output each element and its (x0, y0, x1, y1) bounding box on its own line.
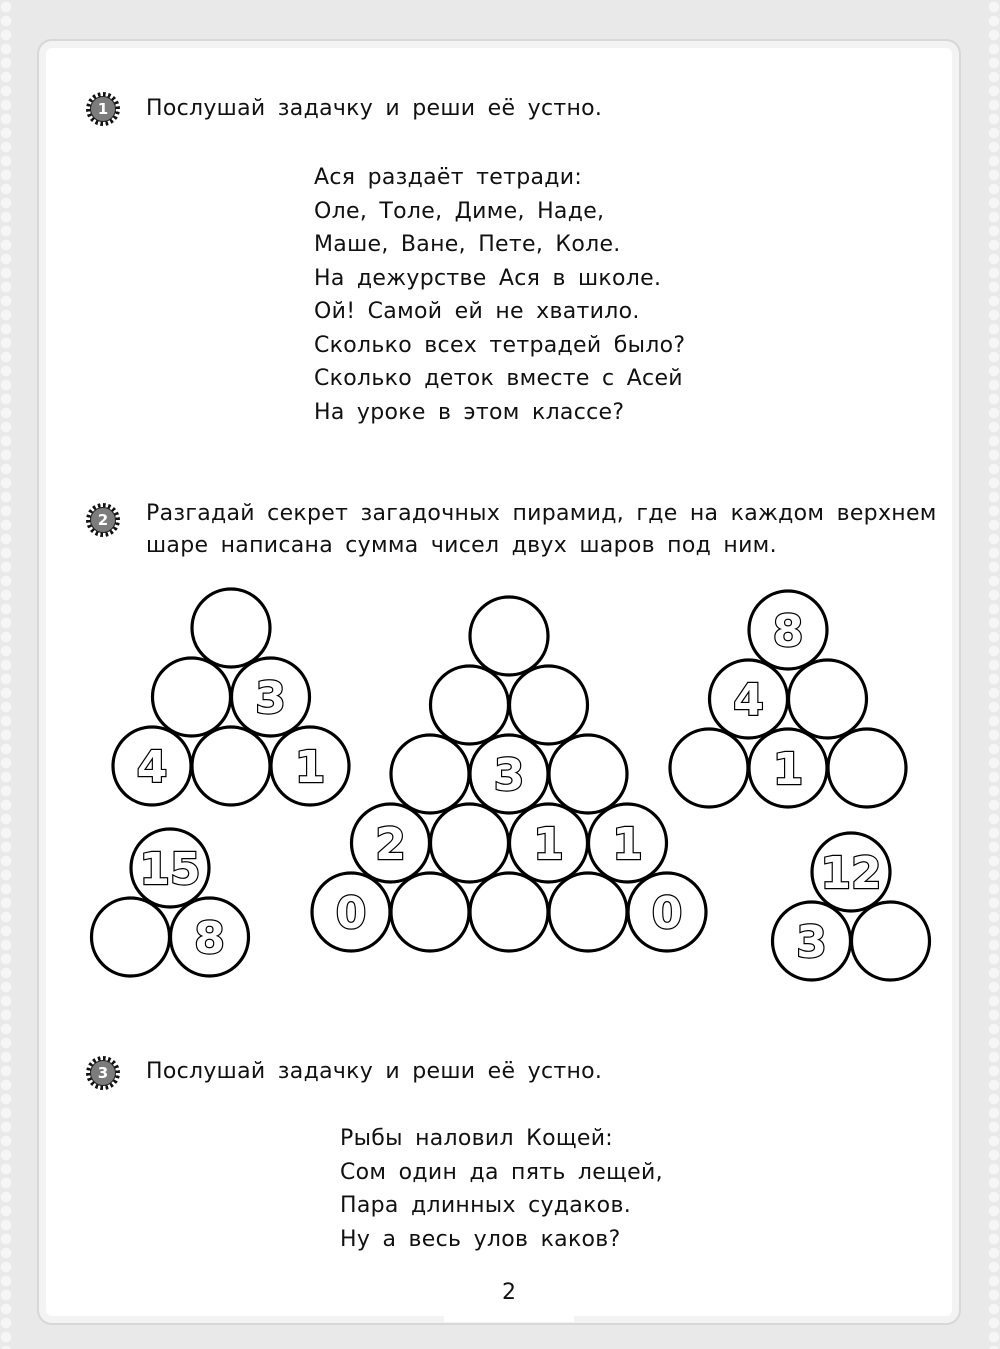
pyramid-ball-value: 3 (255, 673, 286, 724)
page-number: 2 (502, 1280, 516, 1305)
pyramid-ball-number (232, 658, 310, 736)
pyramid-ball-number (470, 735, 548, 813)
pyramid-ball (470, 597, 548, 675)
pyramid-ball-empty[interactable] (670, 729, 748, 807)
pyramid-ball (391, 873, 469, 951)
task-1-instruction: Послушай задачку и реши её устно. (146, 96, 603, 121)
task-3-poem (340, 1122, 663, 1256)
pyramid-ball (510, 666, 588, 744)
pyramid-ball-empty[interactable] (470, 873, 548, 951)
pyramid-ball-empty[interactable] (431, 666, 509, 744)
pyramid-ball-value: 1 (533, 819, 564, 870)
pyramid-ball-value: 4 (136, 742, 168, 793)
pyramid-ball-number (749, 591, 827, 669)
pyramid-ball-number (131, 829, 209, 907)
pyramid-ball-value: 2 (375, 819, 406, 870)
pyramid-ball-empty[interactable] (391, 873, 469, 951)
pyramid-3-rows-right (670, 591, 906, 807)
pyramid-ball-value: 8 (772, 606, 804, 657)
pyramid-ball-number (171, 898, 249, 976)
pyramid-ball (789, 660, 867, 738)
pyramid-ball-number (312, 873, 390, 951)
poem-line: Сколько всех тетрадей было? (314, 332, 686, 358)
task-2-instruction-line-2: шаре написана сумма чисел двух шаров под ним. (146, 533, 777, 558)
pyramid-ball (828, 729, 906, 807)
pyramid-ball-number (812, 833, 890, 911)
pyramid-ball-empty[interactable] (470, 597, 548, 675)
poem-line: На уроке в этом классе? (314, 399, 625, 425)
pyramid-ball-number (589, 804, 667, 882)
pyramid-ball-value: 4 (733, 675, 764, 726)
pyramid-ball (549, 873, 627, 951)
task-3-badge-icon (86, 1056, 120, 1090)
task-2-instruction-line-1: Разгадай секрет загадочных пирамид, где на каждом верхнем (146, 501, 937, 526)
pyramid-ball-value: 1 (612, 819, 643, 870)
pyramid-ball-empty[interactable] (549, 735, 627, 813)
pyramid-ball-number (271, 727, 349, 805)
pyramid-ball (852, 902, 930, 980)
pyramid-ball-number (749, 729, 827, 807)
pyramid-2-rows-right (773, 833, 930, 980)
pyramid-ball-number (510, 804, 588, 882)
pyramid-ball-empty[interactable] (510, 666, 588, 744)
pyramid-ball-empty[interactable] (549, 873, 627, 951)
pyramid-3-rows-left (113, 589, 349, 805)
task-3-number: 3 (90, 1060, 116, 1086)
poem-line: Оле, Толе, Диме, Наде, (314, 198, 605, 224)
pyramid-ball (153, 658, 231, 736)
pyramid-ball-empty[interactable] (828, 729, 906, 807)
task-2-number: 2 (90, 507, 116, 533)
pyramid-ball-empty[interactable] (431, 804, 509, 882)
poem-line: Сколько деток вместе с Асей (314, 366, 683, 391)
pyramid-ball-value: 1 (772, 744, 804, 795)
poem-line: Ой! Самой ей не хватило. (314, 299, 640, 324)
pyramid-ball (470, 873, 548, 951)
pyramid-ball (391, 735, 469, 813)
pyramid-ball-empty[interactable] (391, 735, 469, 813)
pyramid-ball-number (773, 902, 851, 980)
pyramid-ball-number (113, 727, 191, 805)
pyramid-ball-value: 3 (493, 750, 525, 801)
pyramid-ball (670, 729, 748, 807)
task-1-number: 1 (90, 96, 116, 122)
poem-line: Маше, Ване, Пете, Коле. (314, 232, 621, 257)
pyramid-ball (431, 804, 509, 882)
pyramid-ball-value: 0 (335, 888, 367, 939)
pyramid-ball-empty[interactable] (92, 898, 170, 976)
poem-line: Сом один да пять лещей, (340, 1159, 663, 1185)
poem-line: Ася раздаёт тетради: (314, 165, 583, 190)
pyramid-2-rows-left (92, 829, 249, 976)
pyramid-ball-number (628, 873, 706, 951)
pyramid-ball (549, 735, 627, 813)
poem-line: Пара длинных судаков. (340, 1193, 631, 1218)
task-3-instruction: Послушай задачку и реши её устно. (146, 1059, 603, 1084)
pyramid-ball (431, 666, 509, 744)
pyramid-ball-empty[interactable] (192, 589, 270, 667)
pyramid-ball-empty[interactable] (852, 902, 930, 980)
poem-line: Ну а весь улов каков? (340, 1226, 621, 1252)
pyramid-5-rows-center (312, 597, 706, 951)
pyramid-ball-value: 1 (294, 742, 326, 793)
pyramid-ball (192, 589, 270, 667)
poem-line: На дежурстве Ася в школе. (314, 265, 662, 291)
pyramid-ball (92, 898, 170, 976)
pyramid-ball-empty[interactable] (192, 727, 270, 805)
pyramid-ball-value: 3 (796, 917, 827, 968)
pyramid-ball-value: 8 (194, 913, 225, 964)
pyramid-ball-empty[interactable] (153, 658, 231, 736)
poem-line: Рыбы наловил Кощей: (340, 1126, 614, 1151)
pyramid-ball (192, 727, 270, 805)
pyramid-ball-empty[interactable] (789, 660, 867, 738)
pyramid-ball-value: 15 (139, 844, 201, 895)
pyramid-ball-value: 0 (651, 888, 683, 939)
pyramid-ball-number (352, 804, 430, 882)
pyramid-ball-number (710, 660, 788, 738)
pyramid-ball-value: 12 (820, 848, 882, 899)
